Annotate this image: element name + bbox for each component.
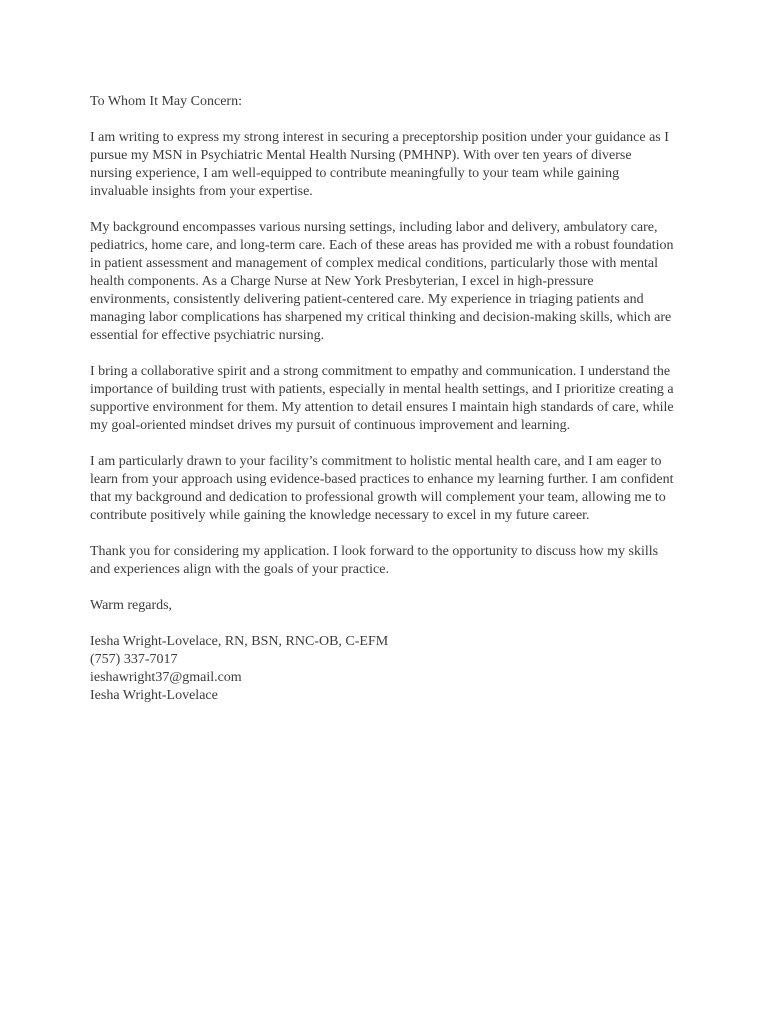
salutation: To Whom It May Concern: bbox=[90, 94, 242, 109]
signature-block bbox=[90, 633, 676, 705]
signature-phone: (757) 337-7017 bbox=[90, 652, 178, 667]
closing: Warm regards, bbox=[90, 598, 173, 613]
paragraph-values: I bring a collaborative spirit and a strong commitment to empathy and communication. I understand the importance of building trust with patients, especially in mental health settings, and I prioritize creating a supportive environment for them. My attention to detail ensures I maintain high standards of care, while my goal-oriented mindset drives my pursuit of continuous improvement and learning. bbox=[90, 364, 674, 433]
paragraph-introduction: I am writing to express my strong interest in securing a preceptorship position under your guidance as I pursue my MSN in Psychiatric Mental Health Nursing (PMHNP). With over ten years of diverse nursing experience, I am well-equipped to contribute meaningfully to your team while gaining invaluable insights from your expertise. bbox=[90, 130, 669, 199]
signature-name: Iesha Wright-Lovelace bbox=[90, 688, 218, 703]
paragraph-motivation: I am particularly drawn to your facility’s commitment to holistic mental health care, and I am eager to learn from your approach using evidence-based practices to enhance my learning further. I am confident that my background and dedication to professional growth will complement your team, allowing me to contribute positively while gaining the knowledge necessary to excel in my future career. bbox=[90, 454, 674, 523]
paragraph-background: My background encompasses various nursing settings, including labor and delivery, ambulatory care, pediatrics, home care, and long-term care. Each of these areas has provided me with a robust foundation in patient assessment and management of complex medical conditions, particularly those with mental health components. As a Charge Nurse at New York Presbyterian, I excel in high-pressure environments, consistently delivering patient-centered care. My experience in triaging patients and managing labor complications has sharpened my critical thinking and decision-making skills, which are essential for effective psychiatric nursing. bbox=[90, 220, 674, 343]
signature-email: ieshawright37@gmail.com bbox=[90, 670, 242, 685]
paragraph-thanks: Thank you for considering my application. I look forward to the opportunity to discuss how my skills and experiences align with the goals of your practice. bbox=[90, 544, 659, 577]
letter-body bbox=[90, 93, 676, 705]
signature-name-credentials: Iesha Wright-Lovelace, RN, BSN, RNC-OB, C-EFM bbox=[90, 634, 389, 649]
